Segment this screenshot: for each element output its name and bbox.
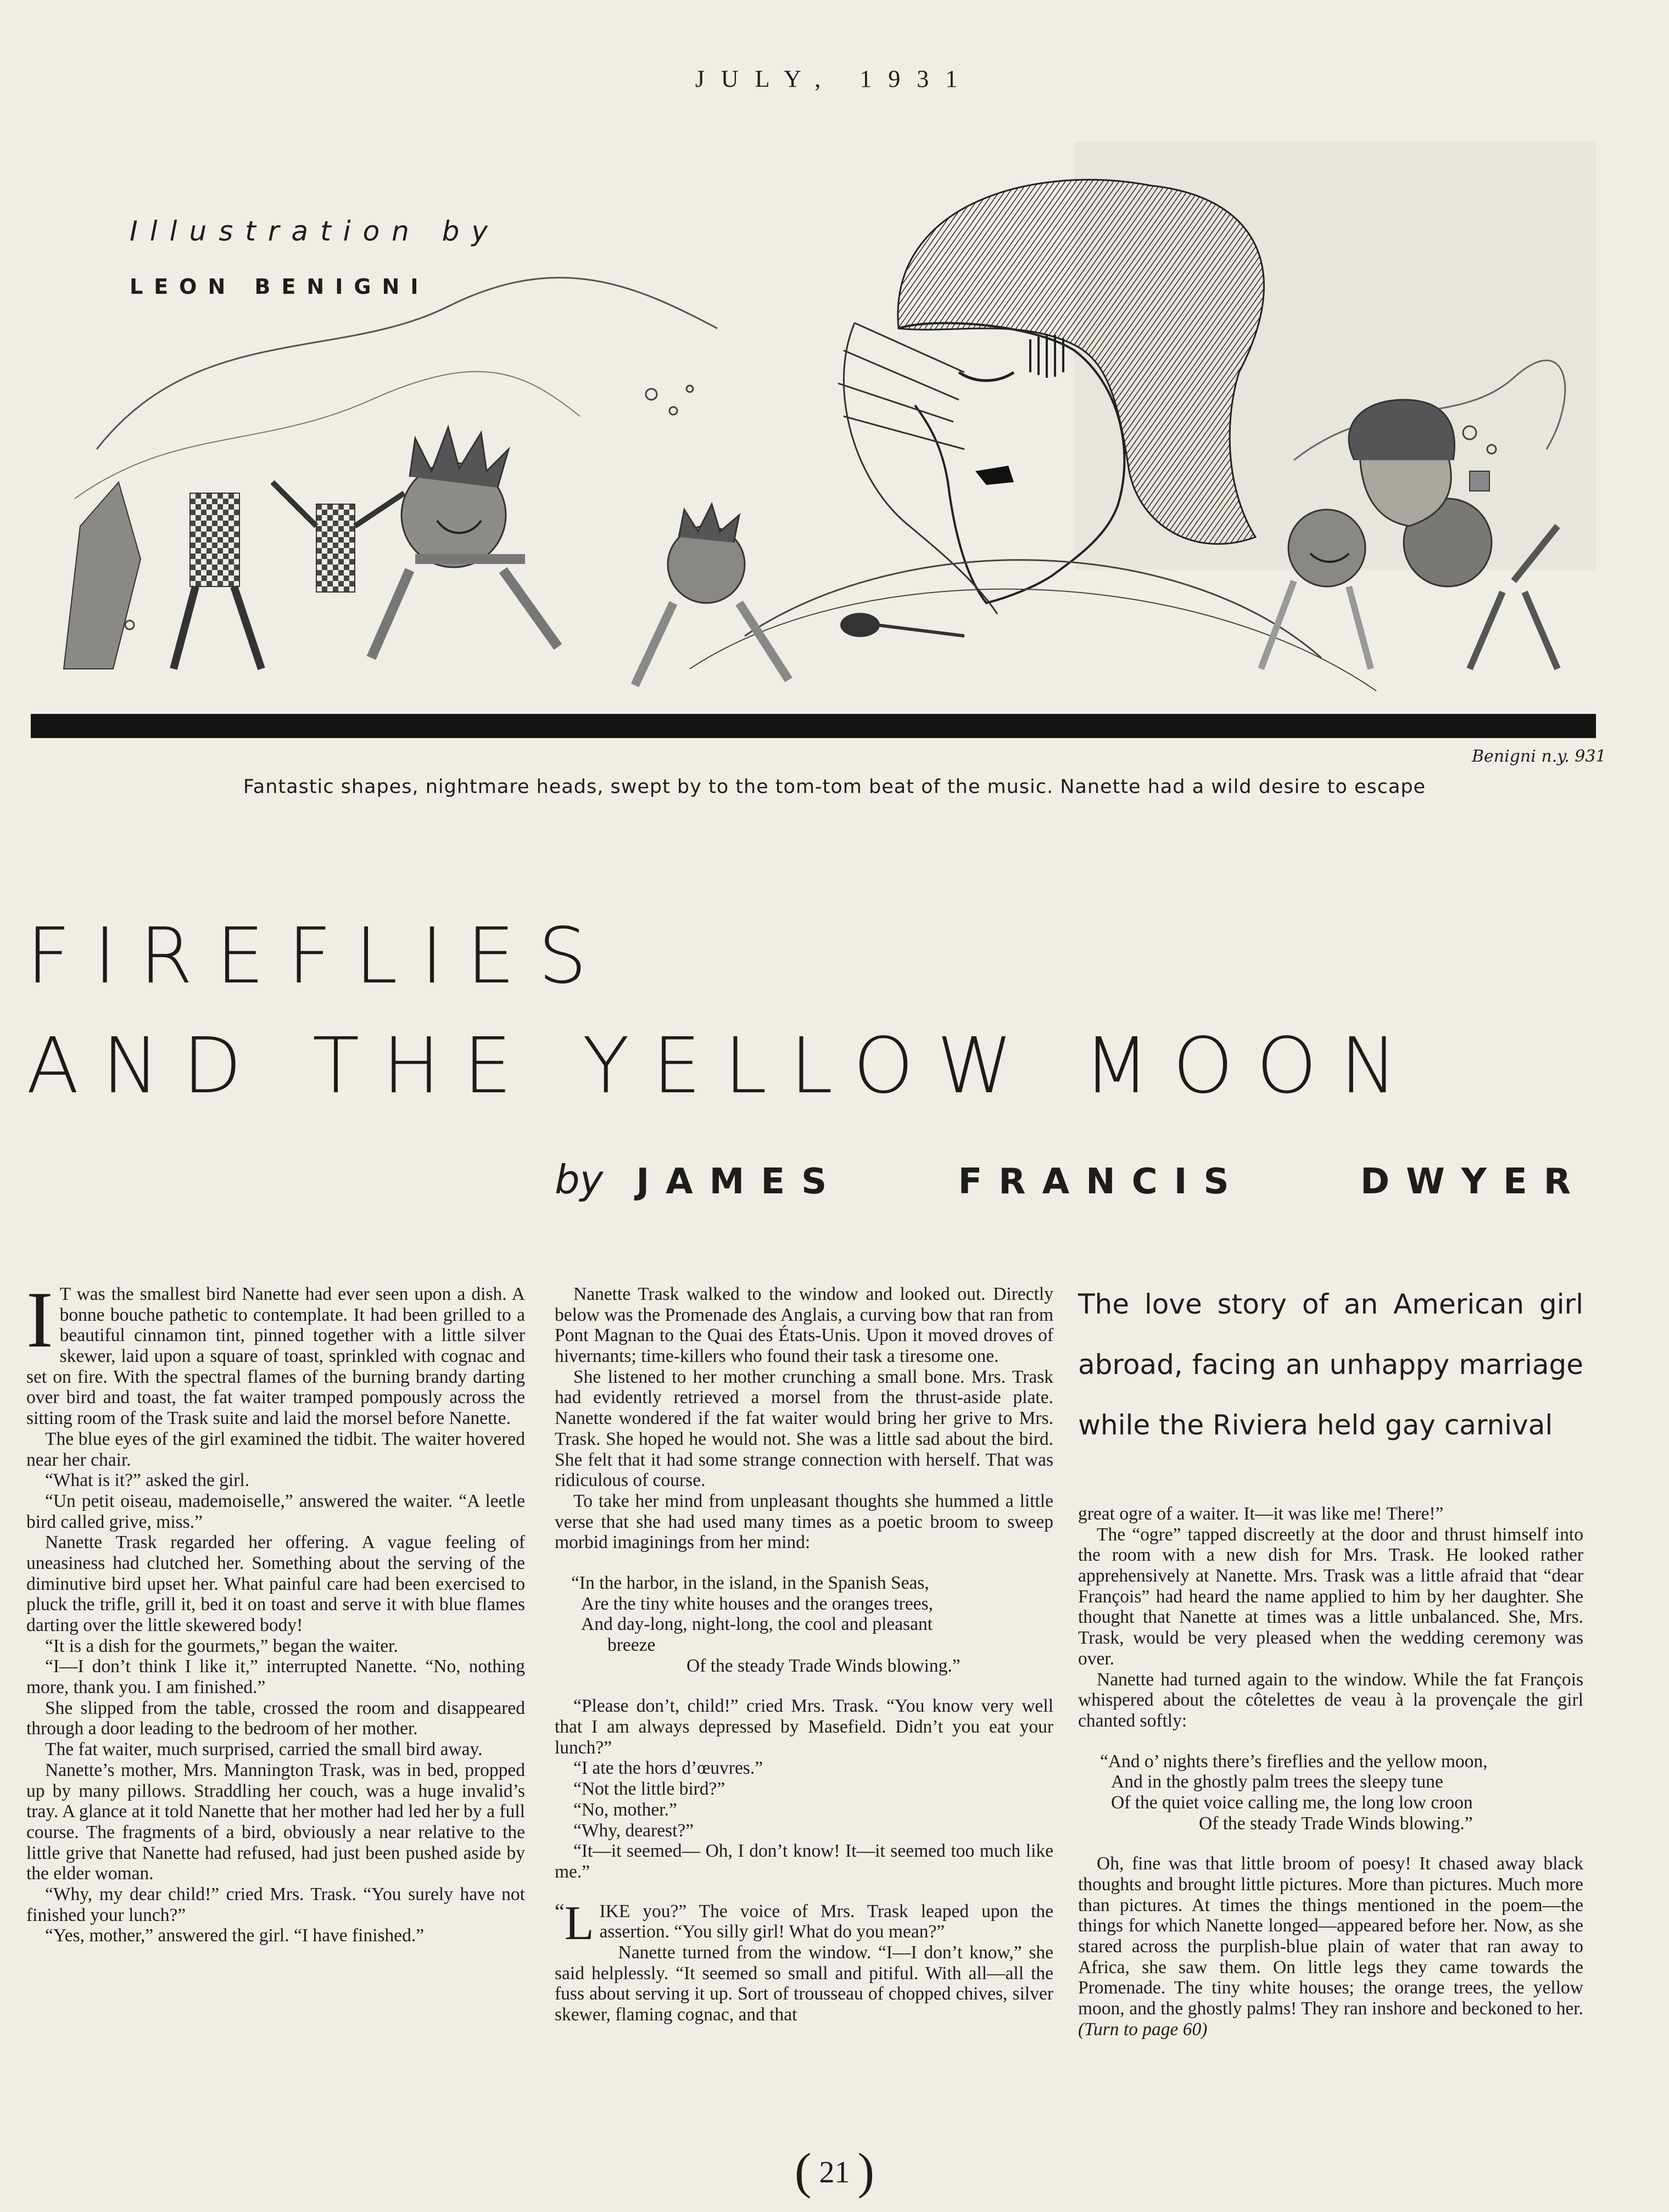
continuation-note: (Turn to page 60) xyxy=(1078,2019,1208,2040)
verse-line: Of the quiet voice calling me, the long low croon xyxy=(1111,1792,1473,1813)
paragraph: “I ate the hors d’œuvres.” xyxy=(573,1758,763,1779)
verse-line: breeze xyxy=(607,1635,656,1655)
paragraph: She listened to her mother crunching a small bone. Mrs. Trask had evidently retrieved a morsel from the thrust-aside plate. Nanette wondered if the fat waiter would bring her grive to Mrs. Trask. She hoped he would not. She was a little sad about the bird. She felt that it had some strange connection with herself. That was ridiculous of course. xyxy=(555,1366,1053,1491)
paragraph-text: Oh, fine was that little broom of poesy! It chased away black thoughts and brought little pictures. More than pictures. Much more than pictures. At times the things mentioned in the poem—the things for which Nanette longed—appeared before her. Now, as she stared across the purplish-blue plain of water that ran away to Africa, she saw them. On little legs they came towards the Promenade. The tiny white houses; the orange trees, the yellow moon, and the ghostly palms! They ran inshore and beckoned to her. xyxy=(1078,1853,1583,2019)
paragraph: To take her mind from unpleasant thoughts she hummed a little verse that she had used many times as a poetic broom to sweep morbid imaginings from her mind: xyxy=(555,1490,1053,1553)
paragraph: “What is it?” asked the girl. xyxy=(45,1470,250,1491)
article-title-line1: FIREFLIES xyxy=(26,912,610,1001)
paragraph: “Un petit oiseau, mademoiselle,” answered the waiter. “A leetle bird called grive, miss.” xyxy=(26,1490,525,1532)
drop-cap: I xyxy=(26,1275,53,1364)
author-name xyxy=(636,1161,1587,1202)
credit-illustration-by: Illustration by xyxy=(130,215,500,247)
author-middle-name: FRANCIS xyxy=(958,1161,1246,1202)
drop-quote: “ xyxy=(555,1898,565,1924)
pull-quote: The love story of an American girl abroad, facing an unhappy marriage while the Riviera held gay carnival xyxy=(1078,1288,1583,1441)
verse-line: “And o’ nights there’s fireflies and the yellow moon, xyxy=(1100,1751,1488,1772)
paragraph: “Please don’t, child!” cried Mrs. Trask. “You know very well that I am always depressed by Masefield. Didn’t you eat your lunch?” xyxy=(555,1696,1053,1758)
verse-line: Are the tiny white houses and the oranges trees, xyxy=(581,1593,933,1614)
verse-line: Of the steady Trade Winds blowing.” xyxy=(1199,1813,1473,1834)
paragraph: The blue eyes of the girl examined the tidbit. The waiter hovered near her chair. xyxy=(26,1428,525,1470)
paragraph xyxy=(26,1275,525,1429)
paragraph: Nanette Trask regarded her offering. A vague feeling of uneasiness had clutched her. Something about the serving of the diminutive bird upset her. What painful care had been exercised to pluck the trifle, grill it, bed it on toast and serve it with blue flames darting over the little skewered body! xyxy=(26,1532,525,1635)
paragraph: Nanette had turned again to the window. While the fat François whispered about the côtelettes de veau à la provençale the girl chanted softly: xyxy=(1078,1669,1583,1731)
paragraph: “Why, dearest?” xyxy=(573,1820,694,1841)
author-last-name: DWYER xyxy=(1360,1161,1587,1202)
paragraph: “No, mother.” xyxy=(573,1799,677,1820)
paragraph: Nanette Trask walked to the window and looked out. Directly below was the Promenade des Anglais, a curving bow that ran from Pont Magnan to the Quai des États-Unis. Upon it moved droves of hivernants; time-killers who found their task a tiresome one. xyxy=(555,1284,1053,1367)
byline-prefix: by xyxy=(555,1157,604,1203)
drop-cap: L xyxy=(564,1896,594,1950)
paragraph: Nanette’s mother, Mrs. Mannington Trask, was in bed, propped up by many pillows. Straddling her couch, was a huge invalid’s tray. A glance at it told Nanette that her mother had led her by a full course. The fragments of a bird, obviously a near relative to the little grive that Nanette had refused, had just been pushed aside by the elder woman. xyxy=(26,1759,525,1884)
paragraph-text: IKE you?” The voice of Mrs. Trask leaped upon the assertion. “You silly girl! What do you mean?” xyxy=(599,1901,1053,1942)
author-first-name: JAMES xyxy=(636,1161,844,1202)
paragraph: “Not the little bird?” xyxy=(573,1779,725,1800)
paragraph: “Why, my dear child!” cried Mrs. Trask. “You surely have not finished your lunch?” xyxy=(26,1884,525,1925)
article-title-line2: AND THE YELLOW MOON xyxy=(26,1021,1421,1111)
paragraph: The “ogre” tapped discreetly at the door and thrust himself into the room with a new dish for Mrs. Trask. He looked rather apprehensively at Nanette. Mrs. Trask was a little afraid that “dear François” had heard the name applied to him by her daughter. She thought that Nanette at times was a little unbalanced. She, Mrs. Trask, would be very pleased when the wedding ceremony was over. xyxy=(1078,1524,1583,1669)
illustration-caption: Fantastic shapes, nightmare heads, swept by to the tom-tom beat of the music. Nanette had a wild desire to escape xyxy=(243,776,1426,798)
credit-illustrator-name: LEON BENIGNI xyxy=(130,275,429,299)
paragraph: great ogre of a waiter. It—it was like me! There!” xyxy=(1078,1504,1444,1524)
paragraph: “It—it seemed— Oh, I don’t know! It—it seemed too much like me.” xyxy=(555,1841,1053,1882)
paragraph: She slipped from the table, crossed the room and disappeared through a door leading to the bedroom of her mother. xyxy=(26,1697,525,1739)
article-column-1 xyxy=(26,1275,525,1946)
verse-line: And in the ghostly palm trees the sleepy tune xyxy=(1111,1772,1443,1792)
article-column-2 xyxy=(555,1284,1053,2025)
article-column-3 xyxy=(1078,1504,1583,2040)
paragraph: “Yes, mother,” answered the girl. “I have finished.” xyxy=(45,1925,425,1946)
paragraph: Nanette turned from the window. “I—I don’t know,” she said helplessly. “It seemed so small and pitiful. With all—all the fuss about serving it up. Sort of trousseau of chopped chives, silver skewer, flaming cognac, and that xyxy=(555,1942,1053,2025)
paragraph: “I—I don’t think I like it,” interrupted Nanette. “No, nothing more, thank you. I am finished.” xyxy=(26,1656,525,1698)
paragraph-text: T was the smallest bird Nanette had ever seen upon a dish. A bonne bouche pathetic to contemplate. It had been grilled to a beautiful cinnamon tint, pinned together with a little silver skewer, laid upon a square of toast, sprinkled with cognac and set on fire. With the spectral flames of the burning brandy darting over bird and toast, the fat waiter tramped pompously across the sitting room of the Trask suite and laid the morsel before Nanette. xyxy=(26,1284,525,1429)
paragraph: “It is a dish for the gourmets,” began the waiter. xyxy=(45,1635,398,1656)
verse-line: Of the steady Trade Winds blowing.” xyxy=(686,1655,961,1676)
verse-line: And day-long, night-long, the cool and pleasant xyxy=(581,1614,933,1635)
paragraph: The fat waiter, much surprised, carried the small bird away. xyxy=(45,1739,483,1760)
page-number xyxy=(0,2142,1669,2200)
paragraph xyxy=(555,1896,1053,1950)
illustration-rule xyxy=(31,714,1596,738)
byline xyxy=(555,1157,1587,1203)
running-head: JULY, 1931 xyxy=(695,65,974,92)
page-number-paren-close: ) xyxy=(857,2143,875,2199)
verse-line: “In the harbor, in the island, in the Spanish Seas, xyxy=(571,1572,929,1593)
page-number-value: 21 xyxy=(819,2155,850,2189)
artist-signature: Benigni n.y. 931 xyxy=(1472,747,1606,766)
page-number-paren-open: ( xyxy=(794,2143,812,2199)
illustration-credit xyxy=(130,215,500,299)
paragraph xyxy=(1078,1853,1583,2040)
